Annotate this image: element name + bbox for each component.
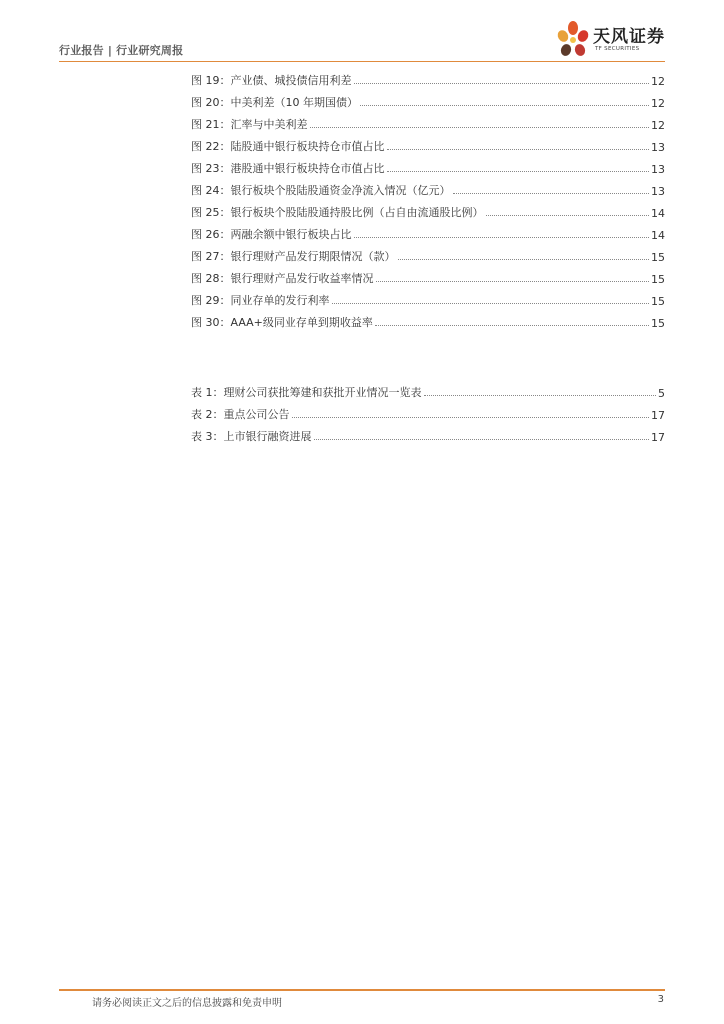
toc-entry-label: 图 21：汇率与中美利差	[191, 118, 308, 131]
toc-entry-label: 图 25：银行板块个股陆股通持股比例（占自由流通股比例）	[191, 206, 484, 219]
toc-entry[interactable]	[191, 88, 665, 110]
toc-entry[interactable]	[191, 286, 665, 308]
dot-leader	[486, 215, 650, 216]
toc-entry-label: 图 23：港股通中银行板块持仓市值占比	[191, 162, 385, 175]
dot-leader	[292, 417, 650, 418]
toc-entry-page: 15	[651, 295, 665, 308]
toc-entry-label: 图 28：银行理财产品发行收益率情况	[191, 272, 374, 285]
toc-entry-page: 15	[651, 317, 665, 330]
tf-securities-logo	[555, 20, 665, 62]
toc-entry-page: 14	[651, 207, 665, 220]
toc-entry-label: 图 20：中美利差（10 年期国债）	[191, 96, 358, 109]
toc-entry-page: 13	[651, 185, 665, 198]
toc-entry-label: 图 24：银行板块个股陆股通资金净流入情况（亿元）	[191, 184, 451, 197]
toc-entry[interactable]	[191, 308, 665, 330]
dot-leader	[387, 149, 650, 150]
header-divider	[59, 61, 665, 63]
dot-leader	[398, 259, 650, 260]
toc-entry[interactable]	[191, 264, 665, 286]
toc-entry[interactable]	[191, 66, 665, 88]
toc-entry-page: 12	[651, 75, 665, 88]
disclaimer-notice: 请务必阅读正文之后的信息披露和免责申明	[92, 998, 282, 1009]
toc-entry[interactable]	[191, 378, 665, 400]
dot-leader	[424, 395, 657, 396]
toc-entry-page: 15	[651, 251, 665, 264]
toc-entry-page: 13	[651, 163, 665, 176]
toc-entry[interactable]	[191, 154, 665, 176]
toc-entry[interactable]	[191, 220, 665, 242]
toc-entry[interactable]	[191, 422, 665, 444]
dot-leader	[354, 83, 650, 84]
page-header	[59, 27, 665, 62]
toc-entry-label: 图 19：产业债、城投债信用利差	[191, 74, 352, 87]
toc-entry-page: 12	[651, 119, 665, 132]
dot-leader	[332, 303, 650, 304]
toc-entry[interactable]	[191, 176, 665, 198]
toc-entry[interactable]	[191, 198, 665, 220]
figure-list	[191, 66, 665, 330]
toc-entry[interactable]	[191, 400, 665, 422]
toc-entry[interactable]	[191, 110, 665, 132]
logo-english-text: TF SECURITIES	[595, 46, 640, 52]
dot-leader	[354, 237, 650, 238]
toc-entry-label: 图 27：银行理财产品发行期限情况（款）	[191, 250, 396, 263]
dot-leader	[453, 193, 650, 194]
toc-entry-label: 表 2：重点公司公告	[191, 408, 290, 421]
logo-chinese-text: 天风证券	[593, 27, 665, 47]
toc-entry-page: 13	[651, 141, 665, 154]
toc-entry-label: 图 26：两融余额中银行板块占比	[191, 228, 352, 241]
toc-entry-label: 表 1：理财公司获批筹建和获批开业情况一览表	[191, 386, 422, 399]
toc-entry-page: 17	[651, 409, 665, 422]
report-type-label: 行业报告 | 行业研究周报	[59, 44, 184, 57]
footer-divider	[59, 989, 665, 991]
dot-leader	[360, 105, 649, 106]
dot-leader	[314, 439, 650, 440]
toc-entry-label: 表 3：上市银行融资进展	[191, 430, 312, 443]
toc-entry-page: 5	[658, 387, 665, 400]
toc-entry-label: 图 30：AAA+级同业存单到期收益率	[191, 316, 373, 329]
toc-entry-label: 图 22：陆股通中银行板块持仓市值占比	[191, 140, 385, 153]
toc-entry-page: 12	[651, 97, 665, 110]
toc-entry[interactable]	[191, 132, 665, 154]
dot-leader	[387, 171, 650, 172]
toc-entry-label: 图 29：同业存单的发行利率	[191, 294, 330, 307]
table-list	[191, 378, 665, 444]
dot-leader	[310, 127, 650, 128]
page-number: 3	[657, 994, 664, 1005]
toc-entry-page: 14	[651, 229, 665, 242]
dot-leader	[376, 281, 650, 282]
toc-entry-page: 17	[651, 431, 665, 444]
flower-logo-icon	[555, 20, 591, 60]
toc-entry-page: 15	[651, 273, 665, 286]
toc-entry[interactable]	[191, 242, 665, 264]
dot-leader	[375, 325, 649, 326]
